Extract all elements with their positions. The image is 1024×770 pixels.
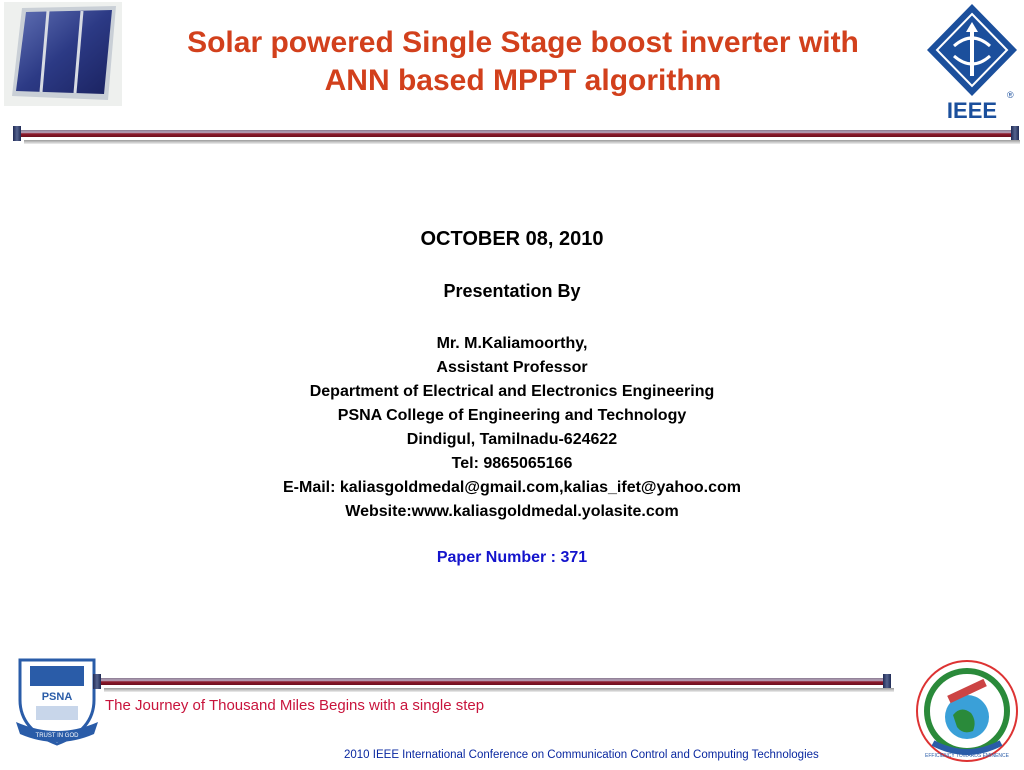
footer-divider — [100, 678, 884, 685]
title-line-1: Solar powered Single Stage boost inverter with — [187, 26, 859, 59]
conference-name: 2010 IEEE International Conference on Communication Control and Computing Technologies — [344, 749, 819, 761]
catholic-college-logo — [913, 657, 1021, 765]
presenter-location: Dindigul, Tamilnadu-624622 — [406, 431, 618, 448]
ieee-logo — [925, 2, 1020, 122]
presenter-details — [0, 332, 1024, 524]
presenter-department: Department of Electrical and Electronics Engineering — [309, 383, 715, 400]
header-divider — [20, 130, 1012, 137]
header-divider-shadow — [24, 140, 1020, 144]
title-line-2: ANN based MPPT algorithm — [324, 64, 722, 97]
presenter-title: Assistant Professor — [436, 359, 588, 376]
presenter-email: E-Mail: kaliasgoldmedal@gmail.com,kalias_ifet@yahoo.com — [282, 479, 741, 496]
footer-tagline: The Journey of Thousand Miles Begins with a single step — [105, 697, 485, 714]
slide-title — [130, 24, 916, 100]
presented-by-label: Presentation By — [443, 281, 581, 301]
footer-divider-shadow — [104, 688, 894, 692]
solar-cell-image — [4, 2, 122, 106]
presenter-college: PSNA College of Engineering and Technology — [337, 407, 687, 424]
presentation-date: OCTOBER 08, 2010 — [420, 228, 604, 250]
psna-logo-text: PSNA — [41, 691, 73, 703]
paper-number: Paper Number : 371 — [436, 549, 588, 566]
psna-college-logo — [12, 656, 102, 746]
presenter-name: Mr. M.Kaliamoorthy, — [436, 335, 588, 352]
presenter-website: Website:www.kaliasgoldmedal.yolasite.com — [345, 503, 679, 520]
presenter-phone: Tel: 9865065166 — [451, 455, 573, 472]
psna-motto: TRUST IN GOD — [35, 733, 79, 739]
ieee-logo-text: IEEE — [946, 98, 998, 122]
registered-mark: ® — [1007, 90, 1014, 100]
college-logo-motto: EFFICIENCY TOWARDS EMINENCE — [925, 753, 1009, 759]
